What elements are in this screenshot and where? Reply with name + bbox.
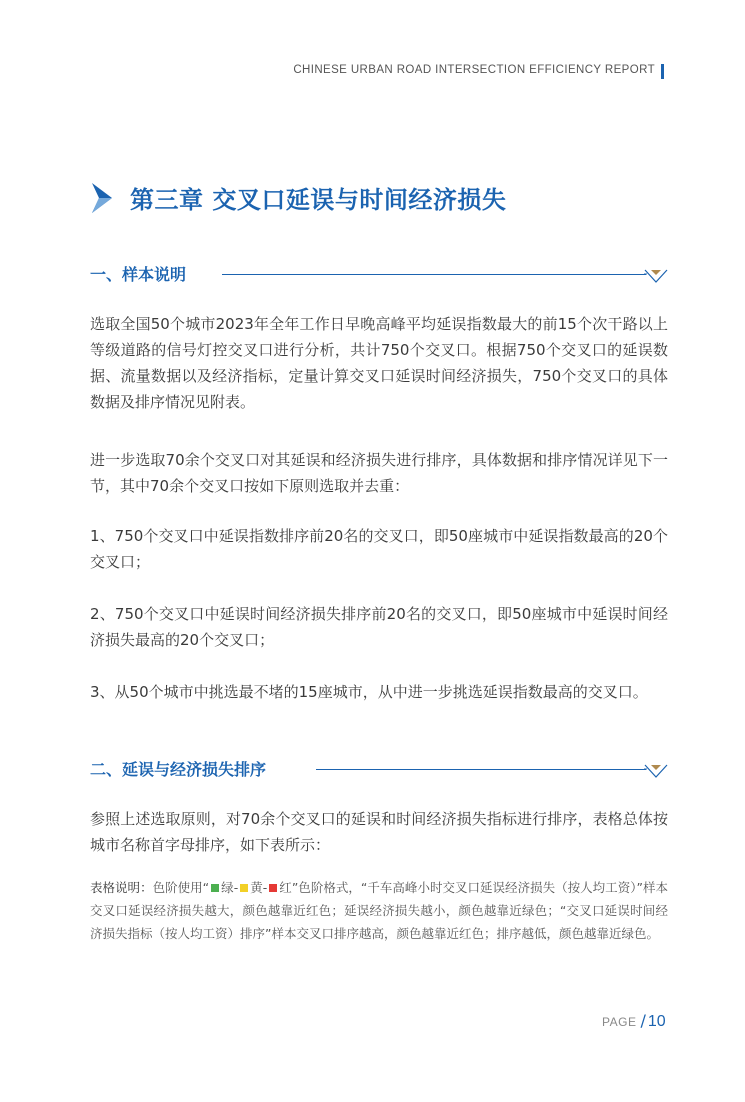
- section-rule: [316, 769, 646, 770]
- note-yellow-label: 黄: [250, 880, 263, 895]
- note-separator: -: [262, 880, 268, 895]
- note-text: 色阶使用“: [152, 880, 210, 895]
- section-heading-ranking: [90, 757, 668, 781]
- note-quoted-metric: “交叉口延误时间经济损失指标（按人均工资）排序”: [90, 903, 668, 941]
- page-label: PAGE: [602, 1015, 637, 1029]
- note-text: 样本交叉口延误经济损失越大，颜色越靠近红色；延误经济损失越小，颜色越靠近绿色；: [90, 880, 668, 918]
- note-separator: -: [233, 880, 239, 895]
- running-header: CHINESE URBAN ROAD INTERSECTION EFFICIENCY REPORT: [293, 64, 655, 76]
- paragraph-further-selection: 进一步选取70余个交叉口对其延误和经济损失进行排序，具体数据和排序情况详见下一节，其中70余个交叉口按如下原则选取并去重：: [90, 451, 668, 495]
- chapter-heading: [90, 180, 506, 215]
- header-accent-bar: [661, 64, 664, 79]
- paragraph-criterion-3: 3、从50个城市中挑选最不堵的15座城市，从中进一步挑选延误指数最高的交叉口。: [90, 683, 648, 701]
- note-text: 样本交叉口排序越高，颜色越靠近红色；排序越低，颜色越靠近绿色。: [271, 926, 659, 941]
- section-marker-icon: [644, 759, 668, 779]
- page-footer: [602, 1011, 666, 1031]
- table-note: [90, 876, 668, 945]
- table-note-label: 表格说明：: [90, 880, 153, 895]
- red-swatch-icon: [269, 884, 277, 892]
- paragraph-ranking-intro: 参照上述选取原则，对70余个交叉口的延误和时间经济损失指标进行排序，表格总体按城市名称首字母排序，如下表所示：: [90, 810, 668, 854]
- chapter-title: 第三章 交叉口延误与时间经济损失: [130, 186, 507, 214]
- paragraph-sample-selection: 选取全国50个城市2023年全年工作日早晚高峰平均延误指数最大的前15个次干路以上等级道路的信号灯控交叉口进行分析，共计750个交叉口。根据750个交叉口的延误数据、流量数据以及经济指标，定量计算交叉口延误时间经济损失，750个交叉口的具体数据及排序情况见附表。: [90, 315, 668, 411]
- note-text: ”色阶格式，: [291, 880, 361, 895]
- chapter-arrow-icon: [90, 181, 118, 215]
- paragraph-criterion-2: 2、750个交叉口中延误时间经济损失排序前20名的交叉口，即50座城市中延误时间经济损失最高的20个交叉口；: [90, 605, 668, 649]
- note-green-label: 绿: [221, 880, 234, 895]
- note-red-label: 红: [279, 880, 292, 895]
- section-heading-sample: [90, 262, 668, 286]
- section-title: 一、样本说明: [90, 265, 187, 284]
- green-swatch-icon: [211, 884, 219, 892]
- section-marker-icon: [644, 264, 668, 284]
- yellow-swatch-icon: [240, 884, 248, 892]
- page-number: 10: [647, 1013, 666, 1030]
- note-quoted-metric: “千车高峰小时交叉口延误经济损失（按人均工资）”: [360, 880, 643, 895]
- page-slash: /: [640, 1011, 646, 1030]
- section-title: 二、延误与经济损失排序: [90, 760, 267, 779]
- section-rule: [222, 274, 646, 275]
- paragraph-criterion-1: 1、750个交叉口中延误指数排序前20名的交叉口，即50座城市中延误指数最高的20个交叉口；: [90, 527, 668, 571]
